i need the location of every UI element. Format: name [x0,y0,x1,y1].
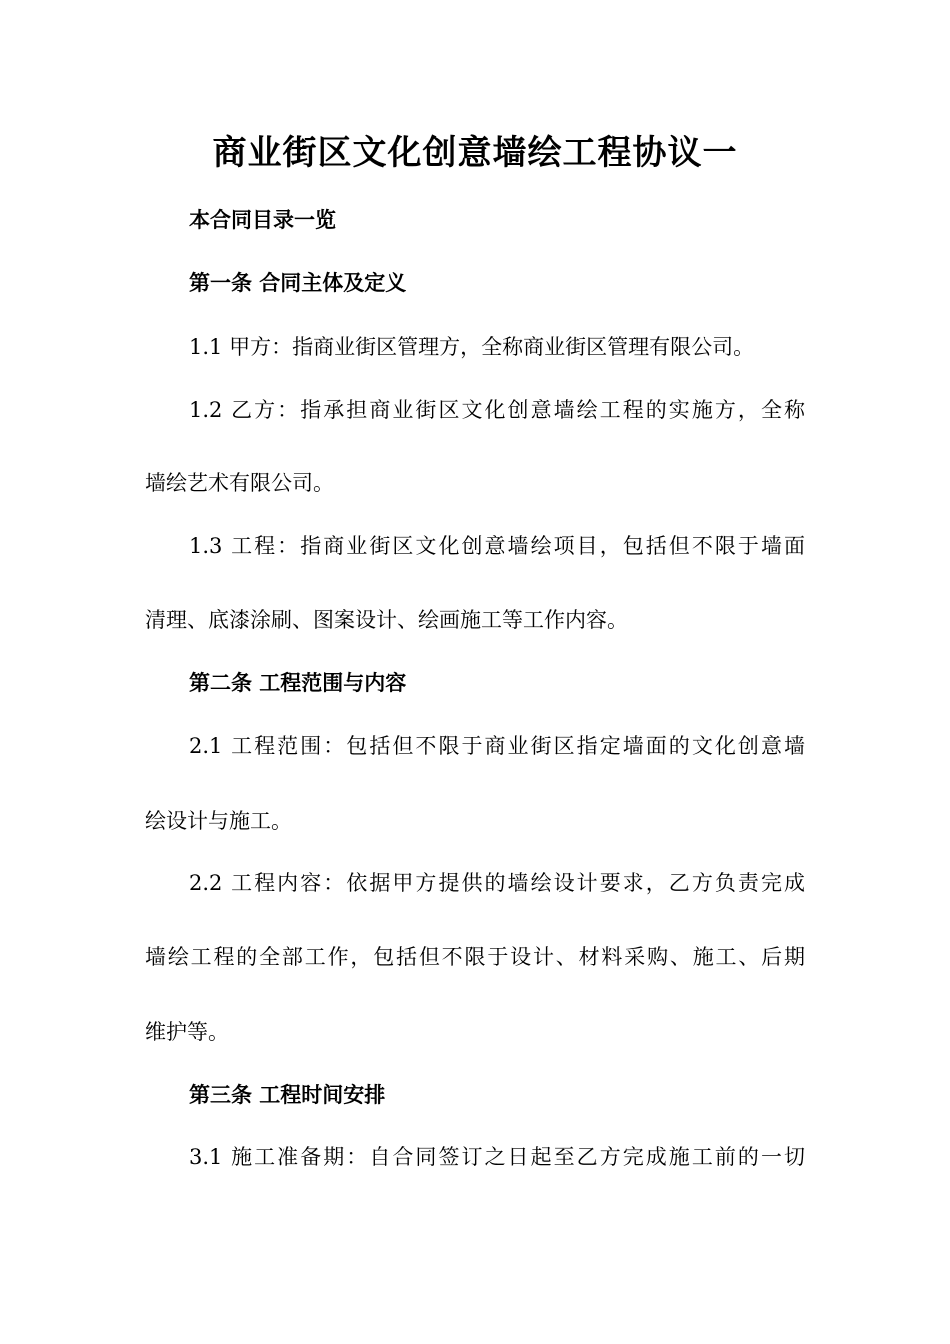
toc-heading: 本合同目录一览 [189,208,336,232]
clause-2-2-line-1: 2.2 工程内容：依据甲方提供的墙绘设计要求，乙方负责完成 [189,871,805,895]
document-title: 商业街区文化创意墙绘工程协议一 [212,133,738,173]
clause-1-2-line-1: 1.2 乙方：指承担商业街区文化创意墙绘工程的实施方，全称 [189,398,805,422]
clause-1-3-line-2: 清理、底漆涂刷、图案设计、绘画施工等工作内容。 [145,608,628,632]
article-2-heading: 第二条 工程范围与内容 [189,671,407,695]
clause-1-3-line-1: 1.3 工程：指商业街区文化创意墙绘项目，包括但不限于墙面 [189,534,805,558]
article-3-heading: 第三条 工程时间安排 [189,1083,386,1107]
clause-3-1-line-1: 3.1 施工准备期：自合同签订之日起至乙方完成施工前的一切 [189,1145,805,1169]
clause-1-1: 1.1 甲方：指商业街区管理方，全称商业街区管理有限公司。 [189,335,755,359]
clause-2-2-line-2: 墙绘工程的全部工作，包括但不限于设计、材料采购、施工、后期 [145,945,805,969]
clause-2-1-line-2: 绘设计与施工。 [145,809,292,833]
clause-2-2-line-3: 维护等。 [145,1020,229,1044]
clause-2-1-line-1: 2.1 工程范围：包括但不限于商业街区指定墙面的文化创意墙 [189,734,805,758]
clause-1-2-line-2: 墙绘艺术有限公司。 [145,471,334,495]
article-1-heading: 第一条 合同主体及定义 [189,271,407,295]
